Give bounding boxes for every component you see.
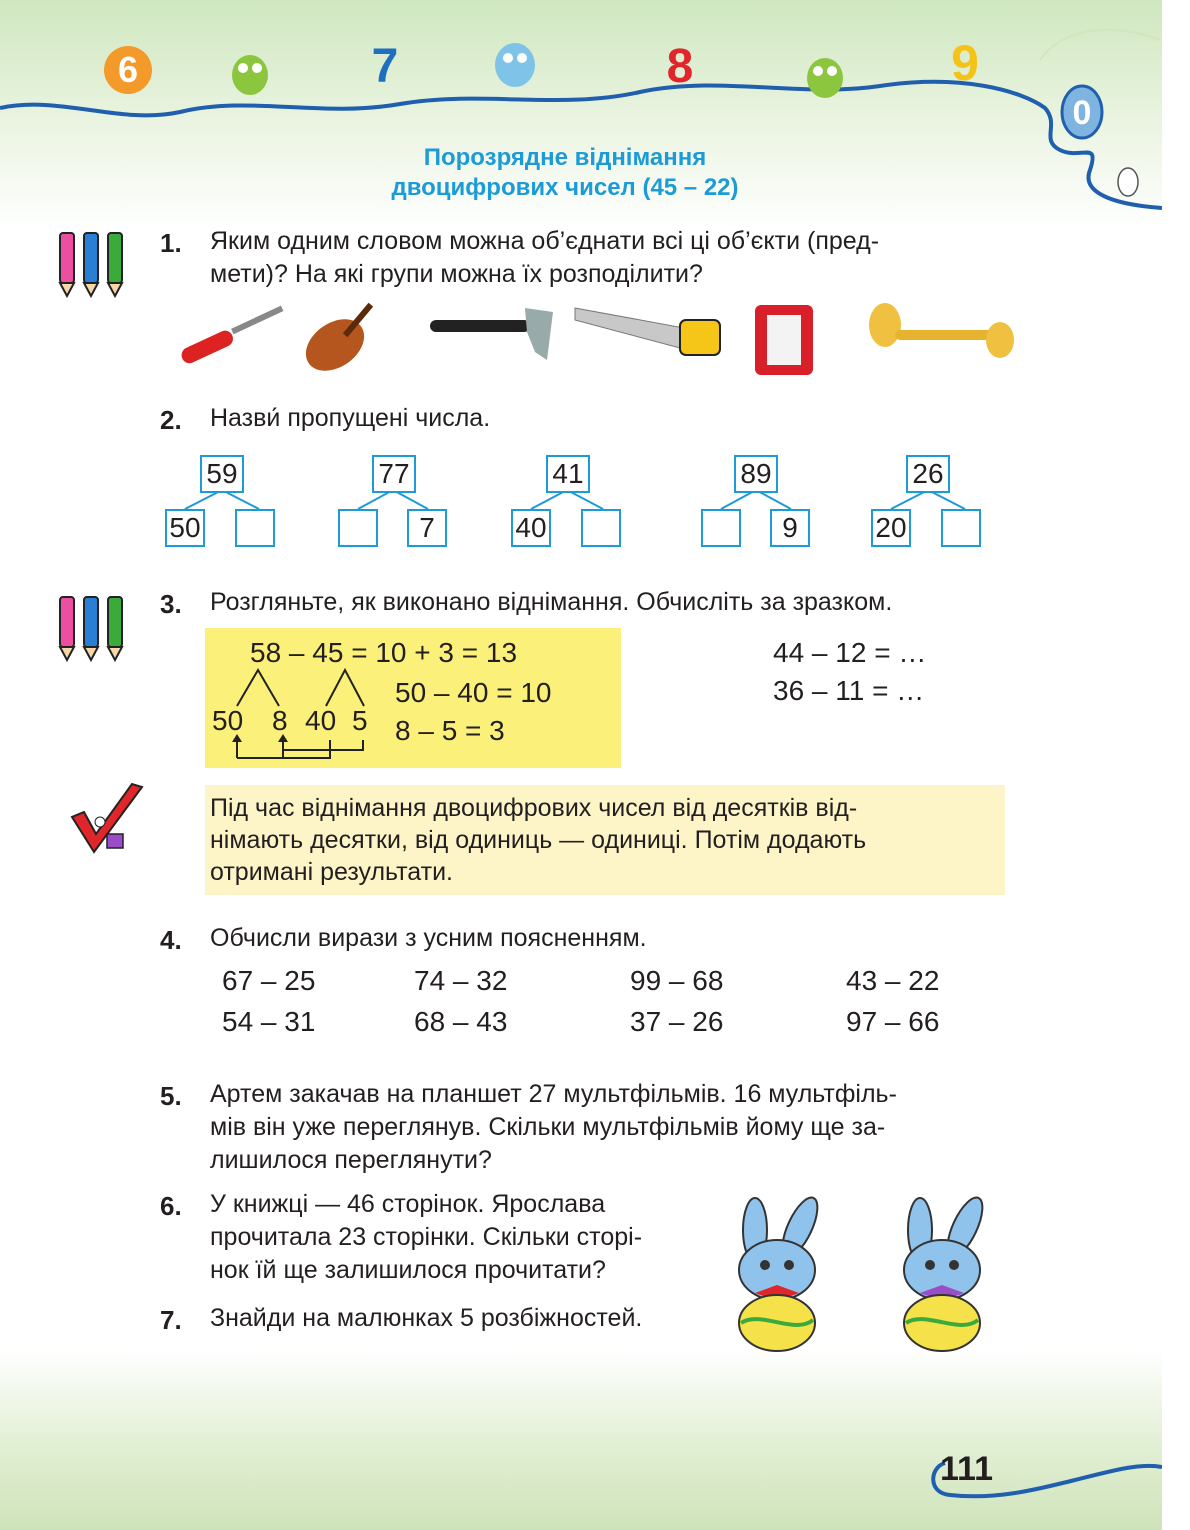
sample-part: 5 (352, 705, 368, 736)
sample-part: 40 (305, 705, 337, 736)
page-number: 111 (940, 1450, 993, 1488)
svg-text:6: 6 (117, 49, 139, 90)
sample-part: 8 (272, 705, 288, 736)
sample-part: 50 (212, 705, 244, 736)
lesson-title: Порозрядне віднімання двоцифрових чисел (45 – 22) (391, 144, 739, 201)
task-number: 4. (160, 925, 182, 955)
expression: 97 – 66 (846, 1006, 940, 1037)
expression: 54 – 31 (222, 1006, 316, 1037)
svg-text:0: 0 (1072, 94, 1092, 132)
task-number: 2. (160, 405, 182, 435)
number-box-left: 20 (871, 509, 911, 547)
expression: 99 – 68 (630, 965, 724, 996)
task-number: 7. (160, 1305, 182, 1335)
task7-text: Знайди на малюнках 5 розбіжностей. (210, 1304, 643, 1332)
expression: 43 – 22 (846, 965, 940, 996)
number-box-top: 89 (734, 455, 778, 493)
number-box-top: 59 (200, 455, 244, 493)
bunny-left-icon (739, 1195, 824, 1351)
rule-text: Під час віднімання двоцифрових чисел від десятків від- німають десятки, від одиниць — одиниці. Потім додають отримані результати. (210, 794, 867, 886)
page-edge (1162, 0, 1190, 1530)
number-box-left: 40 (511, 509, 551, 547)
sample-equation: 58 – 45 = 10 + 3 = 13 (250, 637, 518, 668)
number-box-top: 77 (372, 455, 416, 493)
task2-text: Назви́ пропущені числа. (210, 404, 491, 432)
expression: 67 – 25 (222, 965, 316, 996)
task-number: 5. (160, 1081, 182, 1111)
sample-decomposition-lines (0, 0, 1162, 780)
number-box-right: 9 (770, 509, 810, 547)
task6-text: У книжці — 46 сторінок. Ярослава прочитала 23 сторінки. Скільки сторі- нок їй ще залишилося прочитати? (210, 1190, 643, 1284)
svg-text:7: 7 (371, 40, 399, 93)
task-number: 3. (160, 589, 182, 619)
task1-text: Яким одним словом можна об’єднати всі ці об’єкти (пред- мети)? На які групи можна їх розподілити? (210, 227, 880, 288)
task-number: 6. (160, 1191, 182, 1221)
bunnies-picture (715, 1195, 1005, 1355)
expression: 68 – 43 (414, 1006, 508, 1037)
number-box-right: 7 (407, 509, 447, 547)
number-box-top: 41 (546, 455, 590, 493)
task3-text: Розгляньте, як виконано віднімання. Обчисліть за зразком. (210, 588, 893, 616)
expression: 37 – 26 (630, 1006, 724, 1037)
task5-text: Артем закачав на планшет 27 мультфільмів. 16 мультфіль- мів він уже переглянув. Скільки мультфільмів йому ще за- лишилося переглянути? (210, 1080, 897, 1174)
number-box-top: 26 (906, 455, 950, 493)
exercise-expression: 44 – 12 = … (773, 637, 927, 668)
task4-text: Обчисли вирази з усним поясненням. (210, 924, 647, 952)
svg-text:9: 9 (951, 35, 979, 91)
expression: 74 – 32 (414, 965, 508, 996)
sample-step: 50 – 40 = 10 (395, 677, 552, 708)
sample-step: 8 – 5 = 3 (395, 715, 505, 746)
task-number: 1. (160, 228, 182, 258)
svg-text:8: 8 (666, 40, 694, 93)
number-box-left: 50 (165, 509, 205, 547)
checkmark-mascot-icon (62, 782, 152, 862)
exercise-expression: 36 – 11 = … (773, 675, 925, 706)
bunny-right-icon (904, 1195, 989, 1351)
